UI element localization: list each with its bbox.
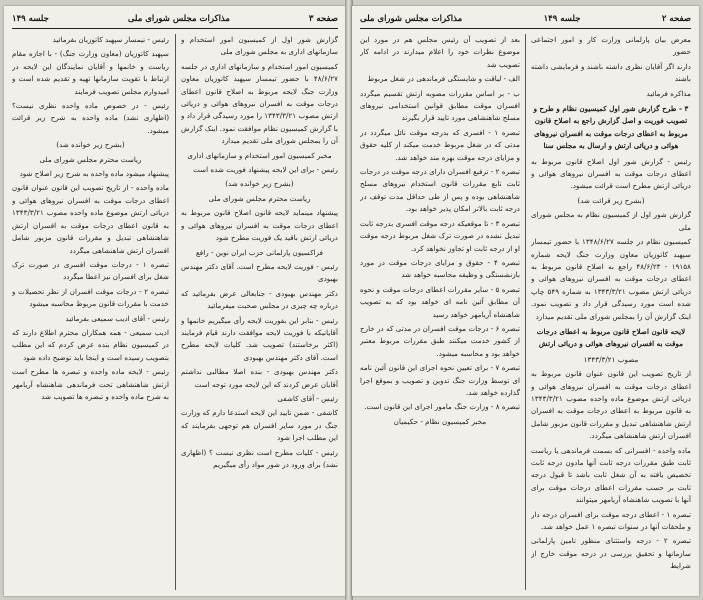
text-paragraph: رئیس - کلیات مطرح است نظری نیست ؟ (اظهاری نشد) برای ورود در شور مواد رأی میگیریم [181, 447, 338, 469]
text-paragraph: رئیس - فوریت لایحه مطرح است. آقای دکتر مهندس بهبودی [181, 261, 338, 284]
text-paragraph: ریاست محترم مجلس شورای ملی [39, 154, 142, 164]
section-heading: ۳ - طرح گزارش شور اول کمیسیون نظام و طرح و تصویب فوریت و اصل گزارش راجع به اصلاح قانون مربوط به اعطای درجات موقت به افسران نیروهای هوائی و دریائی ارتش و ارسال به مجلس سنا [533, 104, 689, 151]
right-page-right-column [531, 34, 691, 590]
text-paragraph: سپهبد کاتوزیان (معاون وزارت جنگ) - با اجازه مقام ریاست و خانمها و آقایان نمایندگان این لایحه در ارتباط با تقویت سازمانها تهیه و تقدیم شده است و امیدوارم مجلس تصویب فرمایند [12, 49, 169, 96]
header-rule [12, 28, 338, 29]
text-paragraph: مخبر کمیسیون امور استخدام و سازمانهای اداری [187, 150, 332, 160]
text-paragraph: ادیب سمیعی - همه همکاران محترم اطلاع دارند که در کمیسیون نظام بنده عرض کردم که این مطلب بتصویب رسیده است و اینجا باید توضیح داده شود [12, 327, 169, 362]
text-paragraph: (بشرح زیر خوانده شد) [56, 140, 125, 150]
text-paragraph: رئیس - تیمسار سپهبد کاتوزیان بفرمائید [52, 35, 169, 44]
text-paragraph: تبصره ۸ - وزارت جنگ مامور اجرای این قانون است. [364, 402, 520, 412]
text-paragraph: گزارش شور اول از کمیسیون امور استخدام و سازمانهای اداری به مجلس شورای ملی [181, 35, 338, 57]
text-paragraph: رئیس - گزارش شور اول اصلاح قانون مربوط به اعطای درجات موقت به افسران نیروهای هوائی و دریائی ارتش مطرح است قرائت میشود. [531, 156, 691, 191]
text-paragraph: تبصره ۱ - اعطای درجه موقت برای افسران درجه دار و ملحقات آنها در سنوات تبصره ۱ عمل خواهد شد. [531, 509, 691, 532]
text-paragraph: بعد از تصویب آن رئیس مجلس هم در مورد این موضوع نظرات خود را اعلام میدارند در ادامه کار تصویب شد [360, 35, 520, 69]
text-paragraph: رئیس - برای این لایحه پیشنهاد فوریت شده است [193, 165, 338, 175]
text-paragraph: تبصره ۳ - تا موقعیکه درجه موقت افسری بدرجه ثابت تبدیل نشده در صورت ترک شغل مربوط درجه موقت او از درجه ثابت او تجاوز نخواهد کرد. [360, 218, 520, 253]
text-paragraph: تبصره ۲ - درجه واستثنای منظور تامین پارلمانی سازمانها و تحقیق بررسی در درجه موقت خارج از شرایط [531, 536, 691, 571]
text-paragraph: ماده واحده - از تاریخ تصویب این قانون عنوان قانون اعطای درجات موقت به افسران نیروهای هوائی و دریائی ارتش موضوع ماده واحده مصوب ۱۳۴۳/۳/۲۱ به قانون اعطای درجات موقت به افسران ارتش شاهنشاهی تبدیل و مقررات قانون مزبور شامل افسران ارتش شاهنشاهی میگردد [12, 183, 169, 255]
text-paragraph: رئیس - لایحه ماده واحده و تبصره ها مطرح است ارتش شاهنشاهی تحت فرماندهی شاهنشاه آریامهر به شرح ماده واحده و تبصره ها تصویب شد [12, 367, 169, 401]
text-paragraph: الف - لیاقت و شایستگی فرماندهی در شغل مربوط [367, 74, 520, 84]
text-paragraph: رئیس - بنابر این بفوریت لایحه رأی میگیریم خانمها و آقایانیکه با فوریت لایحه موافقت دارند قیام فرمایند (اکثر برخاستند) تصویب شد. کلیات لایحه مطرح است. آقای دکتر مهندس بهبودی [181, 315, 338, 362]
text-paragraph: تبصره ۱ - افسری که بدرجه موقت نائل میگردد در مدتی که در شغل مربوط خدمت میکند از کلیه حقوق و مزایای درجه موقت بهره مند خواهد شد. [360, 127, 520, 162]
page-label: صفحه ۳ [308, 14, 338, 24]
header-rule [360, 28, 691, 29]
left-page-right-column [181, 34, 338, 590]
text-paragraph: مصوب ۱۳۴۳/۳/۲۱ [583, 354, 639, 364]
right-page-left-column [360, 34, 520, 590]
text-paragraph: کمیسیون امور استخدام و سازمانهای اداری در جلسه ۴۸/۶/۲۷ با حضور تیمسار سپهبد کاتوزیان معاون وزارت جنگ لایحه مربوط به اصلاح قانون اعطای درجات موقت به افسران نیروهای هوائی و دریائی ارتش مصوب ۱۳۴۳/۳/۲۱ را مورد رسیدگی قرار داد و با گزارش کمیسیون نظام موافقت نمود. اینک گزارش آن را بمجلس شورای ملی تقدیم میدارد [181, 61, 338, 146]
session-label: جلسه ۱۴۹ [12, 14, 49, 24]
text-paragraph: تبصره ۵ - سایر مقررات اعطای درجات موقت و نحوه آن مطابق آئین نامه ای خواهد بود که به تصویب شاهنشاه آریامهر خواهد رسید [360, 284, 520, 319]
text-paragraph: ریاست محترم مجلس شورای ملی [208, 193, 311, 203]
journal-title: مذاکرات مجلس شورای ملی [127, 14, 230, 24]
text-paragraph: از تاریخ تصویب این قانون عنوان قانون مربوط به اعطای درجات موقت به افسران نیروهای هوائی و دریائی ارتش موضوع ماده واحده مصوب ۱۳۴۳/۳/۲۱ به قانون مربوط به اعطای درجات موقت به افسران ارتش شاهنشاهی تبدیل و مقررات قانون مزبور شامل افسران ارتش شاهنشاهی میگردد. [531, 369, 691, 441]
text-paragraph: دکتر مهندس بهبودی - بنده اصلا مطالبی نداشتم آقایان عرض کردند که این لایحه مورد توجه است [181, 367, 338, 389]
text-paragraph: ب - بر اساس مقررات مصوبه ارتش تقسیم میگردد افسران موقت مطابق قوانین استخدامی نیروهای مسلح شاهنشاهی مورد تایید قرار بگیرند [360, 88, 520, 123]
text-paragraph: (بشرح زیر خوانده شد) [225, 179, 294, 189]
text-paragraph: پیشنهاد مینماید لایحه قانون اصلاح قانون مربوط به اعطای درجات موقت به افسران نیروهای هوائی و دریائی ارتش باقید یک فوریت مطرح شود [181, 208, 338, 243]
text-paragraph: کمیسیون نظام در جلسه ۱۳۴۸/۶/۲۷ با حضور تیمسار سپهبد کاتوزیان معاون وزارت جنگ لایحه شماره ۱۹۱۵۸ - ۴۸/۶/۲۳ راجع به اصلاح قانون مربوط به اعطای درجات موقت به افسران نیروهای هوائی و دریائی ارتش مصوب ۱۳۴۳/۳/۲۱ به شماره ۵۴۹ چاپ شده است مورد رسیدگی قرار داد و تصویب نمود. اینک گزارش آن را بمجلس شورای ملی تقدیم میدارد [531, 237, 691, 321]
column-divider [175, 34, 176, 590]
text-paragraph: مذاکره فرمائید [646, 88, 691, 98]
left-page-left-column [12, 34, 169, 590]
text-paragraph: تبصره ۱ - درجات موقت افسری در صورت ترک شغل برای افسران نیز اعطا میگردد [12, 259, 169, 282]
text-paragraph: دکتر مهندس بهبودی - جنابعالی عرض بفرمائید که درباره چه چیزی در مجلس صحبت میفرمائید [181, 288, 338, 311]
text-paragraph: تبصره ۴ - حقوق و مزایای درجات موقت در مورد بازنشستگی و وظیفه محاسبه خواهد شد [360, 257, 520, 280]
page-label: صفحه ۲ [661, 14, 691, 24]
right-page-header [360, 12, 691, 26]
text-paragraph: گزارش شور اول از کمیسیون نظام به مجلس شورای ملی [531, 210, 691, 232]
section-heading: لایحه قانون اصلاح قانون مربوط به اعطای درجات موقت به افسران نیروهای هوائی و دریائی ارتش [536, 326, 686, 349]
text-paragraph: (بشرح زیر قرائت شد) [577, 195, 645, 205]
text-paragraph: پیشنهاد میشود ماده واحده به شرح زیر اصلاح شود [19, 169, 169, 179]
text-paragraph: رئیس - در خصوص ماده واحده نظری نیست؟ (اظهاری نشد) ماده واحده به شرح زیر قرائت میشود. [12, 101, 169, 135]
text-paragraph: فراکسیون پارلمانی حزب ایران نوین - رافع [195, 247, 324, 257]
journal-title: مذاکرات مجلس شورای ملی [360, 14, 463, 24]
text-paragraph: معرض بیان پارلمانی وزارت کار و امور اجتماعی حضور [531, 35, 691, 57]
text-paragraph: دارند اگر آقایان نظری داشته باشند و فرمایشی داشته باشند [531, 61, 691, 84]
right-page [352, 6, 699, 596]
left-page [4, 6, 346, 596]
session-label: جلسه ۱۴۹ [543, 14, 581, 24]
text-paragraph: رئیس - آقای کاشفی [277, 393, 338, 403]
text-paragraph: تبصره ۲ - ترفیع افسران دارای درجه موقت در درجات ثابت تابع مقررات قانون استخدام نیروهای مسلح شاهنشاهی بوده و پس از طی حداقل مدت توقف در درجه ثابت بالاتر امکان پذیر خواهد بود. [360, 167, 520, 214]
text-paragraph: ماده واحده - افسرانی که بسمت فرماندهی یا ریاست ثابت طبق مقررات درجه ثابت آنها مادون درجه ثابت تخصیص یافته به آن شغل ثابت باشد تا قبول درجه ثابت بر حسب مقررات اعطای درجات موقت برای آنها با تصویب شاهنشاه آریامهر میتوانند [531, 445, 691, 505]
text-paragraph: تبصره ۶ - درجات موقت افسران در مدتی که در خارج از کشور خدمت میکنند طبق مقررات مربوط معتبر خواهد بود و محاسبه میشود. [360, 323, 520, 358]
column-divider [525, 34, 526, 590]
text-paragraph: تبصره ۲ - درجات موقت افسران از نظر تحصیلات و خدمت با مقررات قانون مربوط محاسبه میشود [12, 286, 169, 309]
text-paragraph: رئیس - آقای ادیب سمیعی بفرمائید [65, 313, 169, 323]
text-paragraph: تبصره ۷ - برای تعیین نحوه اجرای این قانون آئین نامه ای توسط وزارت جنگ تدوین و تصویب و بموقع اجرا گذارده خواهد شد. [360, 363, 520, 397]
left-page-header [12, 12, 338, 26]
text-paragraph: مخبر کمیسیون نظام - حکیمیان [393, 416, 487, 426]
text-paragraph: کاشفی - ضمن تایید این لایحه استدعا دارم که وزارت جنگ در مورد سایر افسران هم توجهی بفرمایند که این مطلب اجرا شود [181, 408, 338, 443]
